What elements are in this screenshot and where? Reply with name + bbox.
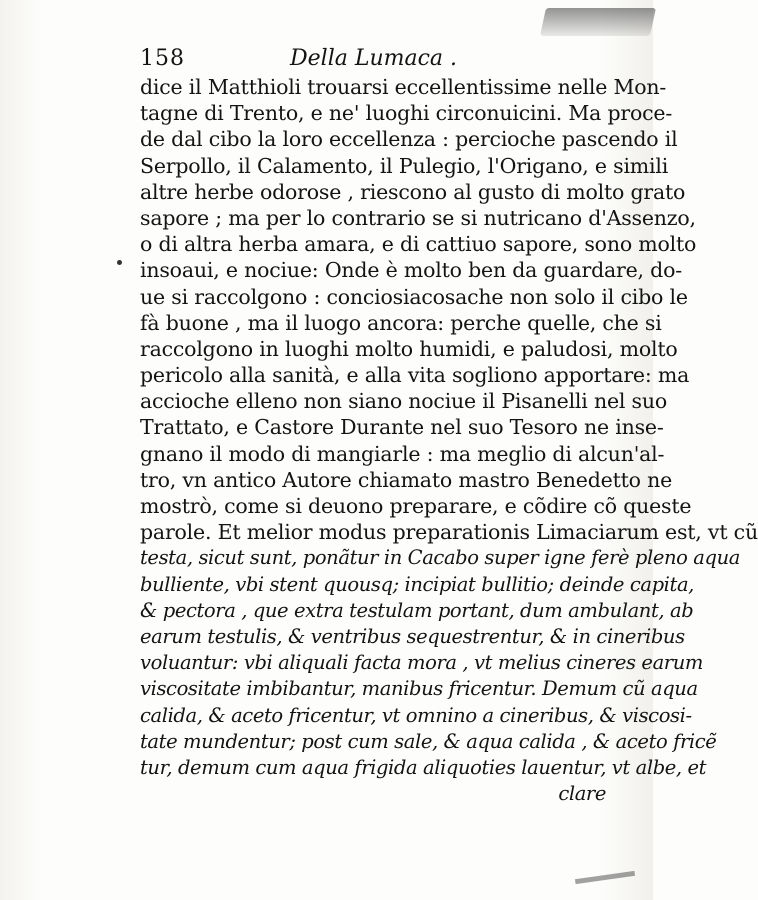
text-line: fà buone , ma il luogo ancora: perche quelle, che si — [140, 310, 662, 335]
text-line: altre herbe odorose , riescono al gusto di molto grato — [140, 179, 686, 204]
text-line: tagne di Trento, e ne' luoghi circonuicini. Ma proce- — [140, 101, 673, 126]
page-number: 158 — [140, 46, 185, 71]
catchword: clare — [558, 782, 606, 806]
text-line: mostrò, come si deuono preparare, e cõdire cõ queste — [140, 494, 692, 518]
latin-quote-line: calida, & aceto fricentur, vt omnino a cineribus, & viscosi- — [140, 703, 692, 727]
text-line: sapore ; ma per lo contrario se si nutricano d'Assenzo, — [140, 205, 696, 230]
text-line: dice il Matthioli trouarsi eccellentissime nelle Mon- — [140, 75, 667, 99]
latin-quote-line: & pectora , que extra testulam portant, dum ambulant, ab — [140, 598, 694, 622]
margin-mark — [117, 260, 122, 265]
running-title: Della Lumaca . — [290, 46, 458, 71]
body-text — [140, 74, 758, 807]
text-line: parole. Et melior modus preparationis Limaciarum est, vt cũ — [140, 520, 758, 545]
latin-quote-line: bulliente, vbi stent quousq; incipiat bullitio; deinde capita, — [140, 572, 694, 596]
latin-quote-line: testa, sicut sunt, ponãtur in Cacabo super igne ferè pleno aqua — [140, 546, 740, 570]
text-line: insoaui, e nociue: Onde è molto ben da guardare, do- — [140, 258, 682, 283]
text-line: Trattato, e Castore Durante nel suo Tesoro ne inse- — [140, 415, 664, 440]
text-line: de dal cibo la loro eccellenza : percioche pascendo il — [140, 127, 678, 152]
text-line: Serpollo, il Calamento, il Pulegio, l'Origano, e simili — [140, 153, 669, 178]
text-line: o di altra herba amara, e di cattiuo sapore, sono molto — [140, 232, 697, 257]
text-line: ue si raccolgono : conciosiacosache non solo il cibo le — [140, 284, 688, 309]
latin-quote-line: viscositate imbibantur, manibus fricentur. Demum cũ aqua — [140, 677, 698, 701]
latin-quote-line: voluantur: vbi aliquali facta mora , vt melius cineres earum — [140, 651, 703, 675]
text-line: pericolo alla sanità, e alla vita sogliono apportare: ma — [140, 363, 690, 388]
latin-quote-line: tate mundentur; post cum sale, & aqua calida , & aceto fricẽ — [140, 729, 717, 753]
text-line: raccolgono in luoghi molto humidi, e paludosi, molto — [140, 336, 678, 361]
text-line: accioche elleno non siano nociue il Pisanelli nel suo — [140, 389, 668, 414]
text-line: tro, vn antico Autore chiamato mastro Benedetto ne — [140, 467, 673, 492]
page-corner-smudge — [540, 8, 656, 36]
text-line: gnano il modo di mangiarle : ma meglio di alcun'al- — [140, 441, 665, 466]
latin-quote-line: tur, demum cum aqua frigida aliquoties lauentur, vt albe, et — [140, 755, 707, 779]
latin-quote-line: earum testulis, & ventribus sequestrentur, & in cineribus — [140, 624, 685, 648]
page-edge-mark — [575, 871, 635, 884]
page-header — [140, 46, 610, 72]
